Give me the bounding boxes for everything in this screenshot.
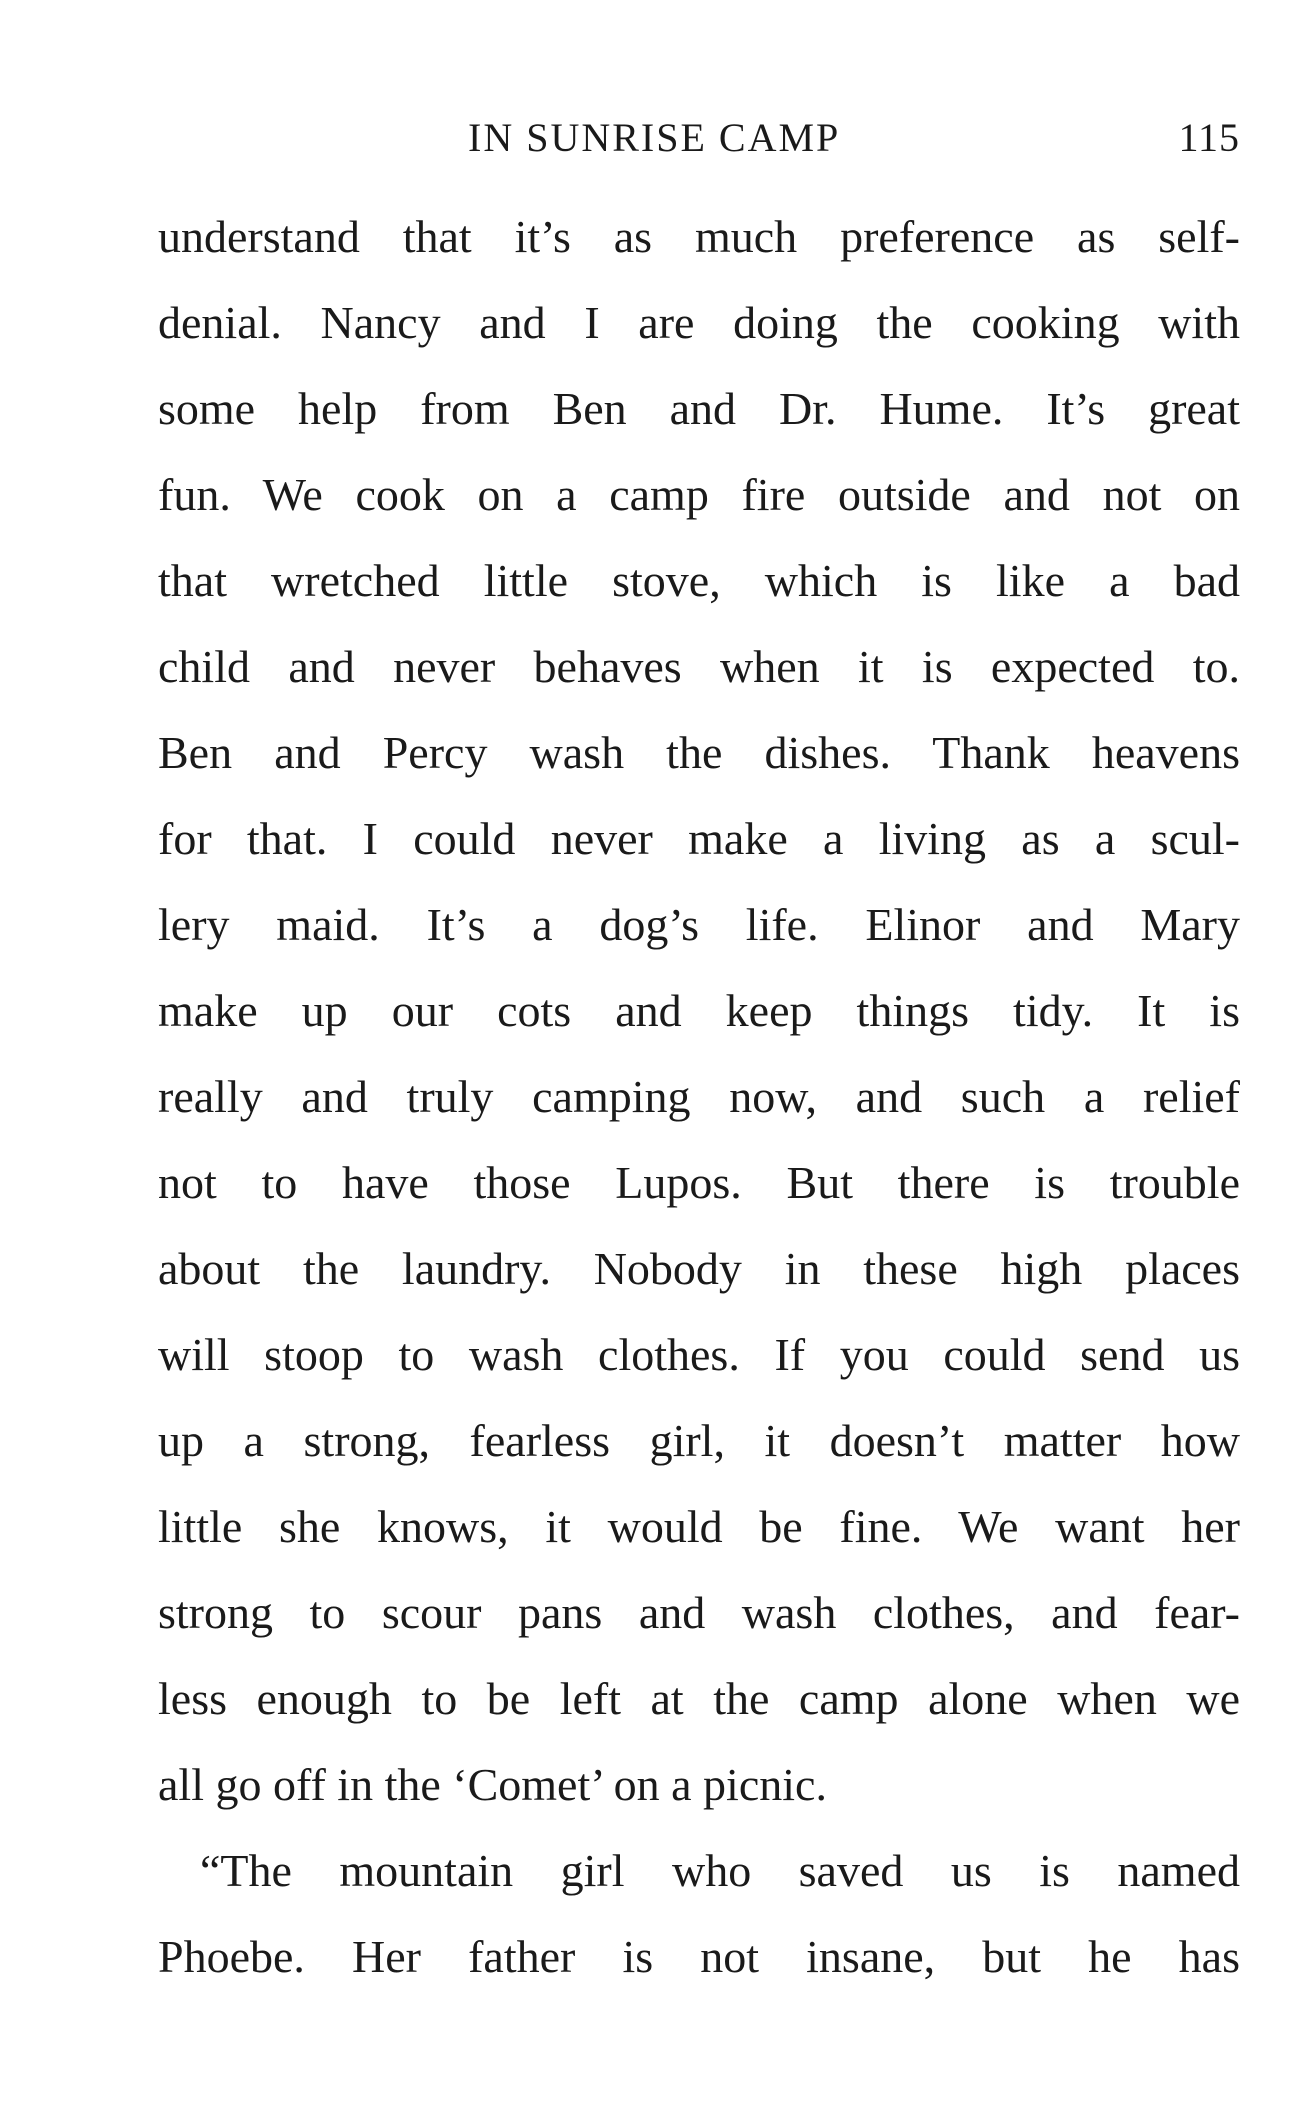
text-line: some help from Ben and Dr. Hume. It’s great: [158, 383, 1240, 434]
text-line: really and truly camping now, and such a relief: [158, 1071, 1240, 1122]
text-line: little she knows, it would be fine. We want her: [158, 1501, 1240, 1552]
text-line: strong to scour pans and wash clothes, and fear-: [158, 1587, 1240, 1638]
page-number: 115: [1178, 115, 1240, 160]
running-head: [158, 114, 1240, 162]
text-line: about the laundry. Nobody in these high places: [158, 1243, 1240, 1294]
body-text: [158, 194, 1240, 2000]
text-line: up a strong, fearless girl, it doesn’t matter how: [158, 1415, 1240, 1466]
text-line: all go off in the ‘Comet’ on a picnic.: [158, 1759, 827, 1810]
text-line: child and never behaves when it is expected to.: [158, 641, 1240, 692]
text-line: fun. We cook on a camp fire outside and not on: [158, 469, 1240, 520]
text-line: not to have those Lupos. But there is trouble: [158, 1157, 1240, 1208]
text-line: less enough to be left at the camp alone when we: [158, 1673, 1240, 1724]
text-line: for that. I could never make a living as a scul-: [158, 813, 1240, 864]
text-line: lery maid. It’s a dog’s life. Elinor and Mary: [158, 899, 1240, 950]
text-line: Ben and Percy wash the dishes. Thank heavens: [158, 727, 1240, 778]
text-line: denial. Nancy and I are doing the cooking with: [158, 297, 1240, 348]
text-line: that wretched little stove, which is like a bad: [158, 555, 1240, 606]
text-line: make up our cots and keep things tidy. It is: [158, 985, 1240, 1036]
text-line: Phoebe. Her father is not insane, but he has: [158, 1931, 1240, 1982]
running-title: IN SUNRISE CAMP: [468, 115, 841, 160]
text-line: will stoop to wash clothes. If you could send us: [158, 1329, 1240, 1380]
text-line: understand that it’s as much preference as self-: [158, 211, 1240, 262]
text-line: “The mountain girl who saved us is named: [200, 1845, 1240, 1896]
